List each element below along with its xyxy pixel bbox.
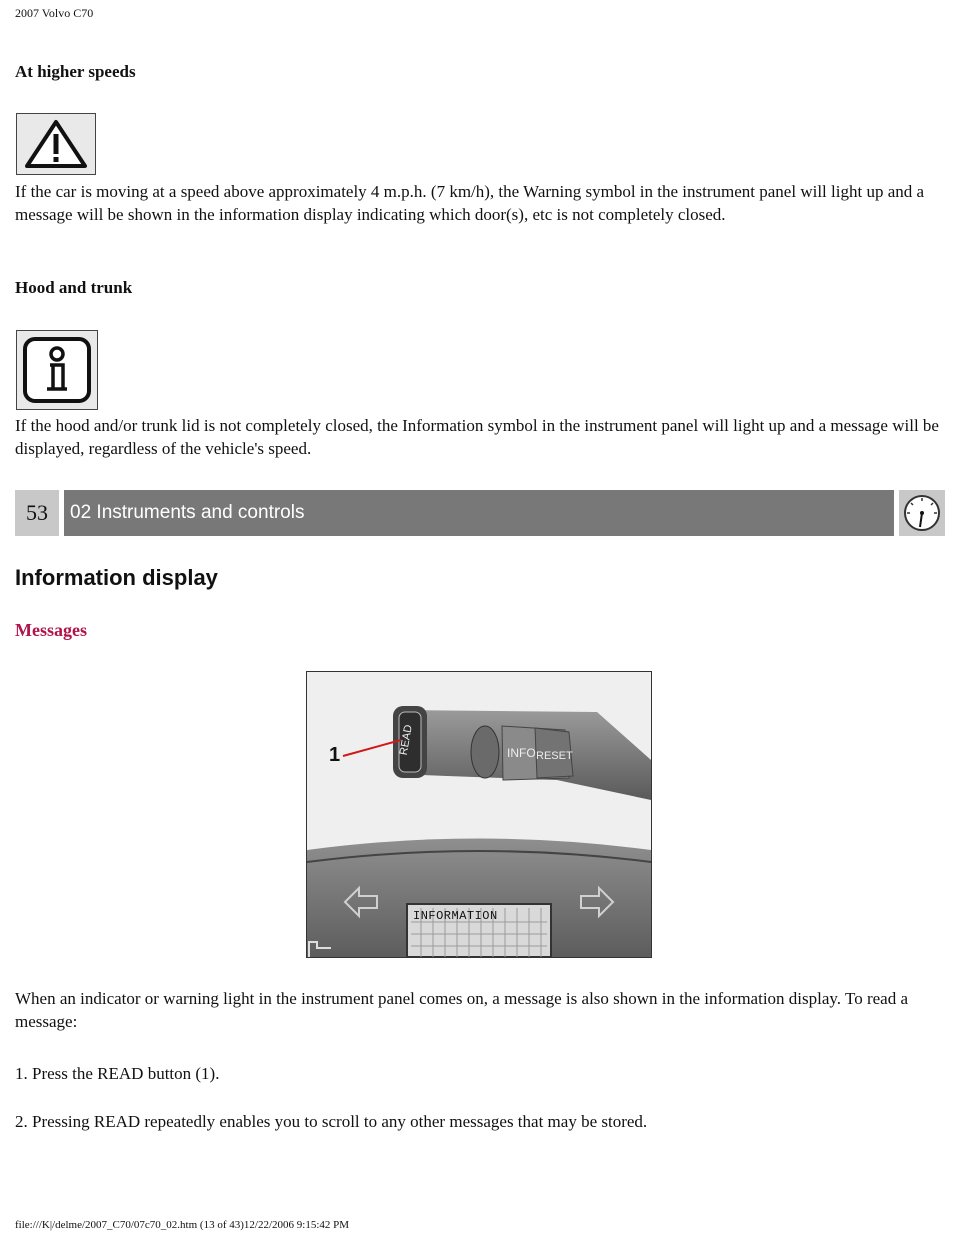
warning-triangle-icon [16, 113, 96, 175]
paragraph-intro: When an indicator or warning light in the instrument panel comes on, a message is also shown in the information display. To read a message: [15, 989, 908, 1031]
stalk-and-display-illustration [306, 671, 652, 958]
heading-hood-trunk: Hood and trunk [15, 278, 133, 297]
page-header: 2007 Volvo C70 [15, 6, 94, 20]
reset-label: RESET [536, 750, 573, 762]
info-label: INFO [507, 746, 536, 760]
subheading-messages: Messages [15, 620, 87, 640]
display-text: INFORMATION [413, 909, 498, 923]
step-2: 2. Pressing READ repeatedly enables you to scroll to any other messages that may be stored. [15, 1112, 648, 1131]
callout-number: 1 [329, 744, 341, 766]
heading-higher-speeds: At higher speeds [15, 62, 136, 81]
heading-information-display: Information display [15, 565, 218, 590]
chapter-bar [15, 490, 945, 536]
paragraph-hood-trunk: If the hood and/or trunk lid is not completely closed, the Information symbol in the instrument panel will light up and a message will be displayed, regardless of the vehicle's speed. [15, 416, 939, 458]
gauge-icon [899, 490, 945, 536]
chapter-title: 02 Instruments and controls [64, 490, 894, 536]
step-1: 1. Press the READ button (1). [15, 1064, 220, 1083]
page-footer: file:///K|/delme/2007_C70/07c70_02.htm (13 of 43)12/22/2006 9:15:42 PM [15, 1219, 350, 1231]
information-icon [16, 330, 98, 410]
read-button-label: READ [397, 723, 415, 757]
paragraph-higher-speeds: If the car is moving at a speed above approximately 4 m.p.h. (7 km/h), the Warning symbol in the instrument panel will light up and a message will be shown in the information display indicating which door(s), etc is not completely closed. [15, 182, 925, 224]
page-number: 53 [15, 490, 59, 536]
